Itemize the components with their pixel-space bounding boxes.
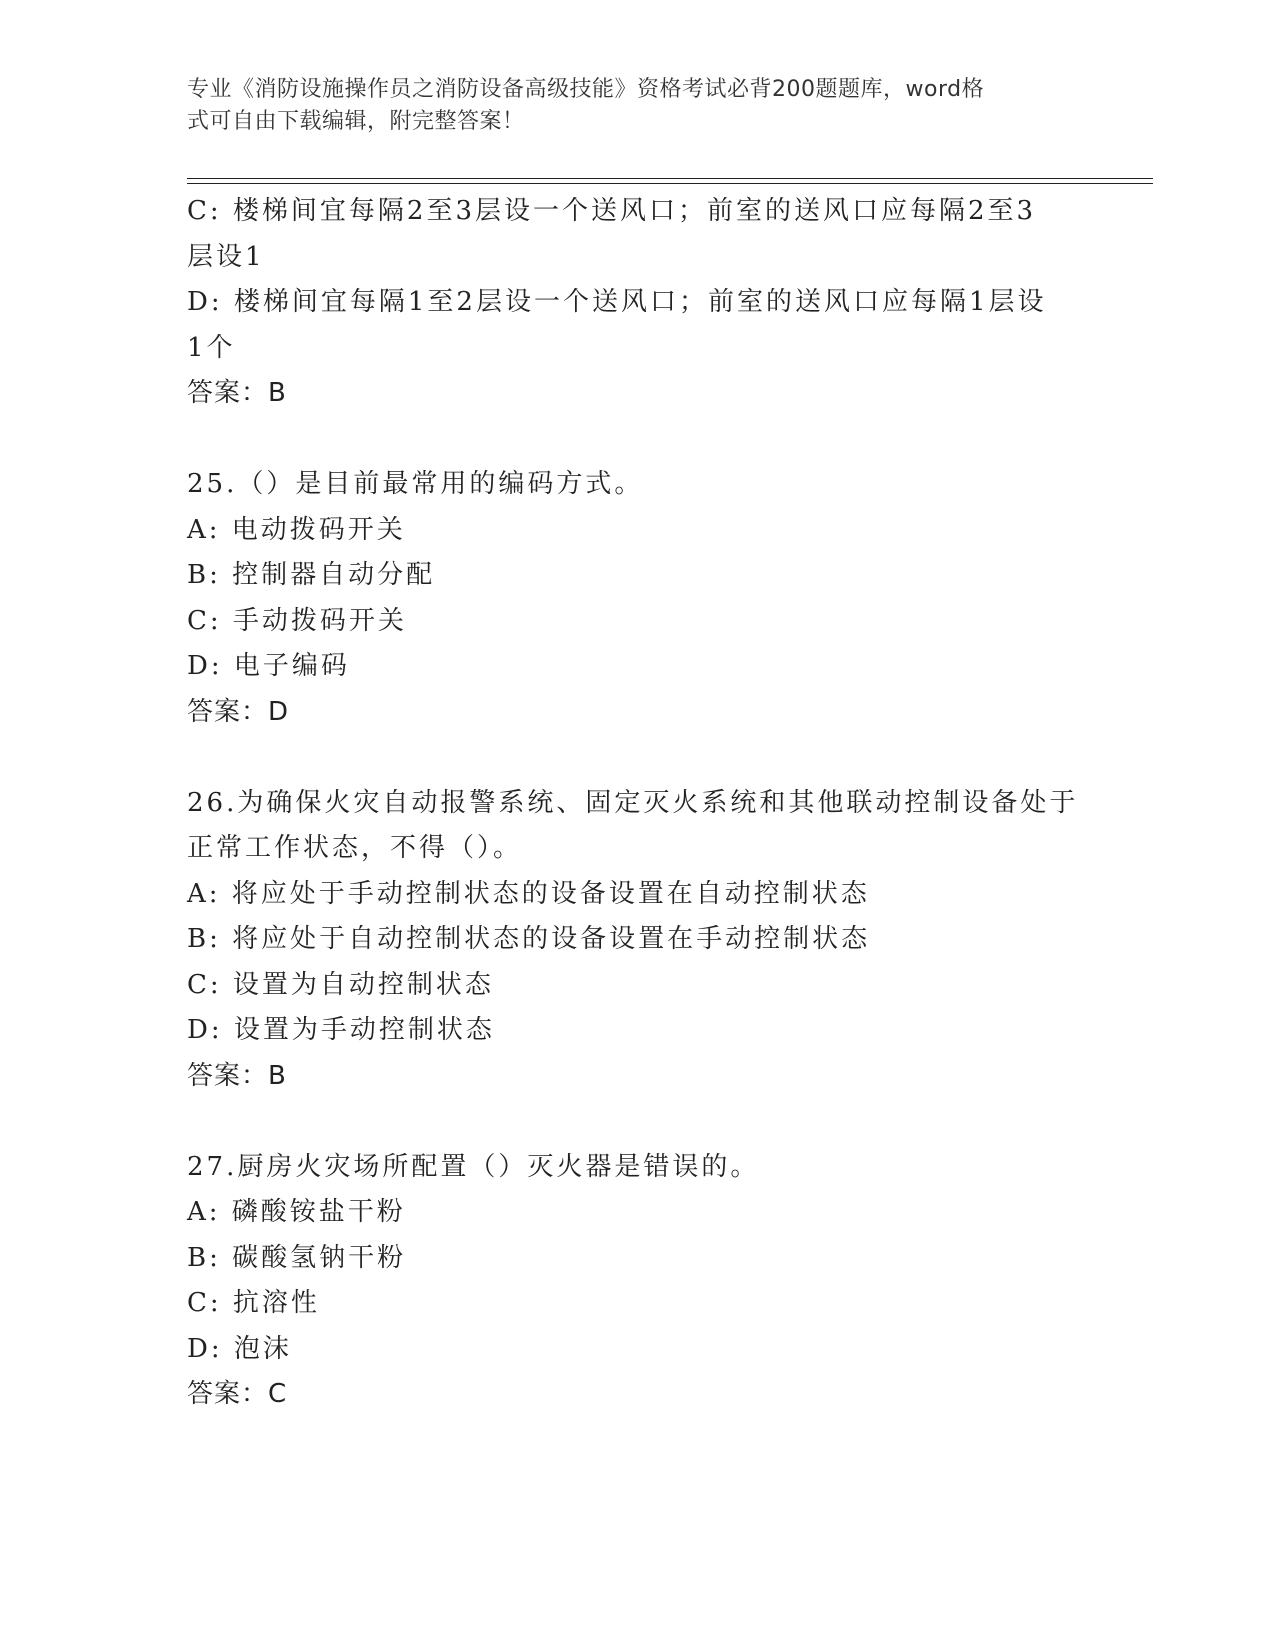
answer-line: 答案：D — [187, 696, 290, 727]
option-a: A: 将应处于手动控制状态的设备设置在自动控制状态 — [187, 878, 870, 909]
option-c-line-1: C: 楼梯间宜每隔2至3层设一个送风口；前室的送风口应每隔2至3 — [187, 196, 1037, 226]
option-b: B: 控制器自动分配 — [187, 560, 436, 590]
option-c-line-2: 层设1 — [187, 241, 265, 272]
option-c: C: 抗溶性 — [187, 1288, 320, 1318]
question-stem: 25.（）是目前最常用的编码方式。 — [187, 469, 644, 499]
option-d-line-1: D: 楼梯间宜每隔1至2层设一个送风口；前室的送风口应每隔1层设 — [187, 287, 1047, 317]
header-line-2: 式可自由下载编辑，附完整答案！ — [187, 109, 525, 134]
option-b: B: 将应处于自动控制状态的设备设置在手动控制状态 — [187, 924, 871, 954]
question-24-continued — [187, 189, 1087, 417]
document-header — [187, 74, 1067, 138]
document-body — [187, 189, 1087, 1418]
header-line-1: 专业《消防设施操作员之消防设备高级技能》资格考试必背200题题库，word格 — [187, 77, 985, 102]
option-d: D: 设置为手动控制状态 — [187, 1015, 495, 1045]
question-27 — [187, 1145, 1087, 1418]
question-stem: 27.厨房火灾场所配置（）灭火器是错误的。 — [187, 1151, 760, 1182]
option-a: A: 电动拨码开关 — [187, 514, 406, 545]
option-d: D: 泡沫 — [187, 1333, 292, 1364]
question-26 — [187, 781, 1087, 1100]
header-divider-top — [187, 178, 1153, 179]
question-stem-line-1: 26.为确保火灾自动报警系统、固定灭火系统和其他联动控制设备处于 — [187, 787, 1079, 818]
answer-line: 答案：B — [187, 378, 287, 408]
option-c: C: 手动拨码开关 — [187, 605, 407, 636]
answer-line: 答案：C — [187, 1379, 288, 1409]
option-d: D: 电子编码 — [187, 651, 350, 681]
spacer — [187, 417, 1087, 463]
option-b: B: 碳酸氢钠干粉 — [187, 1242, 407, 1273]
question-25 — [187, 462, 1087, 735]
answer-line: 答案：B — [187, 1060, 287, 1091]
spacer — [187, 1099, 1087, 1145]
option-a: A: 磷酸铵盐干粉 — [187, 1197, 406, 1227]
option-d-line-2: 1个 — [187, 332, 236, 363]
question-stem-line-2: 正常工作状态，不得（）。 — [187, 833, 523, 863]
header-divider-bottom — [187, 183, 1153, 184]
option-c: C: 设置为自动控制状态 — [187, 969, 494, 1000]
spacer — [187, 735, 1087, 781]
